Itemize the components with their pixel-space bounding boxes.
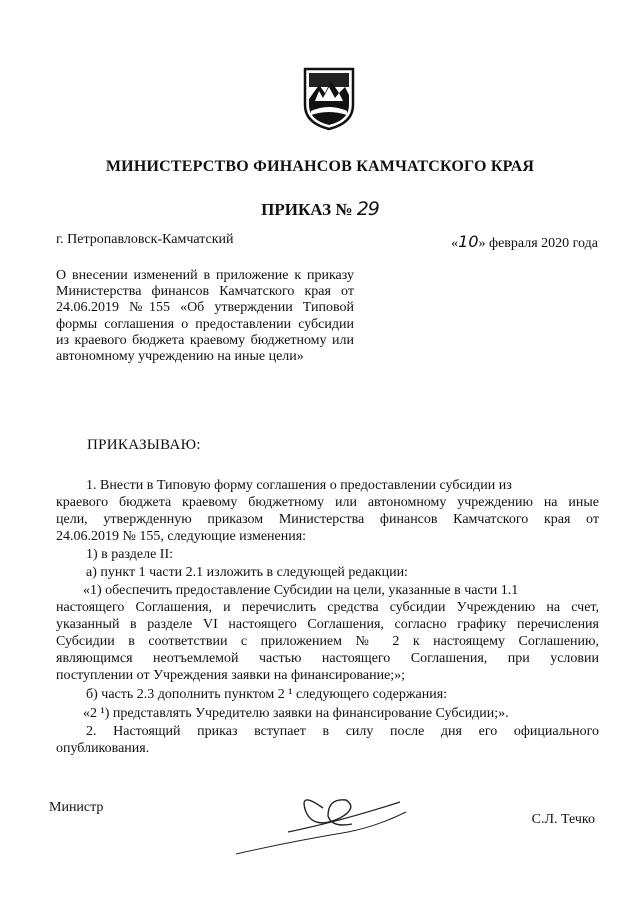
decree-heading: ПРИКАЗЫВАЮ: xyxy=(87,437,201,453)
body-line: а) пункт 1 части 2.1 изложить в следующей редакции: xyxy=(86,565,408,580)
body-line: 24.06.2019 № 155, следующие изменения: xyxy=(56,529,307,544)
ministry-title: МИНИСТЕРСТВО ФИНАНСОВ КАМЧАТСКОГО КРАЯ xyxy=(105,158,535,175)
order-title xyxy=(0,198,640,220)
body-line: краевого бюджета краевому бюджетному или автономному учреждению на иные xyxy=(56,495,599,510)
order-prefix: ПРИКАЗ № xyxy=(261,200,353,219)
body-line: поступлении от Учреждения заявки на финансирование;»; xyxy=(56,668,406,683)
handwritten-signature xyxy=(228,772,408,862)
signer-name: С.Л. Течко xyxy=(531,812,595,827)
body-line: указанный в разделе VI настоящего Соглашения, согласно графику перечисления xyxy=(56,617,599,632)
body-line: «2 ¹) представлять Учредителю заявки на финансирование Субсидии;». xyxy=(83,706,509,721)
body-line: 2. Настоящий приказ вступает в силу после дня его официального xyxy=(86,724,599,739)
signer-position: Министр xyxy=(49,800,104,815)
body-line: Субсидии в соответствии с приложением № 2 к настоящему Соглашению, xyxy=(56,634,599,649)
body-line: опубликования. xyxy=(56,741,150,756)
body-line: 1. Внести в Типовую форму соглашения о предоставлении субсидии из xyxy=(86,478,512,493)
body-line: б) часть 2.3 дополнить пунктом 2 ¹ следующего содержания: xyxy=(86,687,448,702)
city: г. Петропавловск-Камчатский xyxy=(56,232,234,247)
body-line: 1) в разделе II: xyxy=(86,547,174,562)
body-line: настоящего Соглашения, и перечислить средства субсидии Учреждению на счет, xyxy=(56,600,599,615)
body-line: «1) обеспечить предоставление Субсидии на цели, указанные в части 1.1 xyxy=(83,583,519,598)
body-line: являющимся неотъемлемой частью настоящего Соглашения, при условии xyxy=(56,651,599,666)
kamchatka-emblem-icon xyxy=(301,65,357,131)
date-day: 10 xyxy=(458,232,479,251)
order-number: 29 xyxy=(356,198,379,220)
date-month-year: » февраля 2020 года xyxy=(478,236,598,251)
body-line: цели, утвержденную приказом Министерства финансов Камчатского края от xyxy=(56,512,599,527)
date-open-quote: « xyxy=(451,236,459,251)
order-subject: О внесении изменений в приложение к приказу Министерства финансов Камчатского края от 24.06.2019 №155 «Об утверждении Типовой формы соглашения о предоставлении субсидии из краевого бюджета краевому бюджетному или автономному учреждению на иные цели» xyxy=(56,268,354,365)
order-date xyxy=(451,232,598,252)
